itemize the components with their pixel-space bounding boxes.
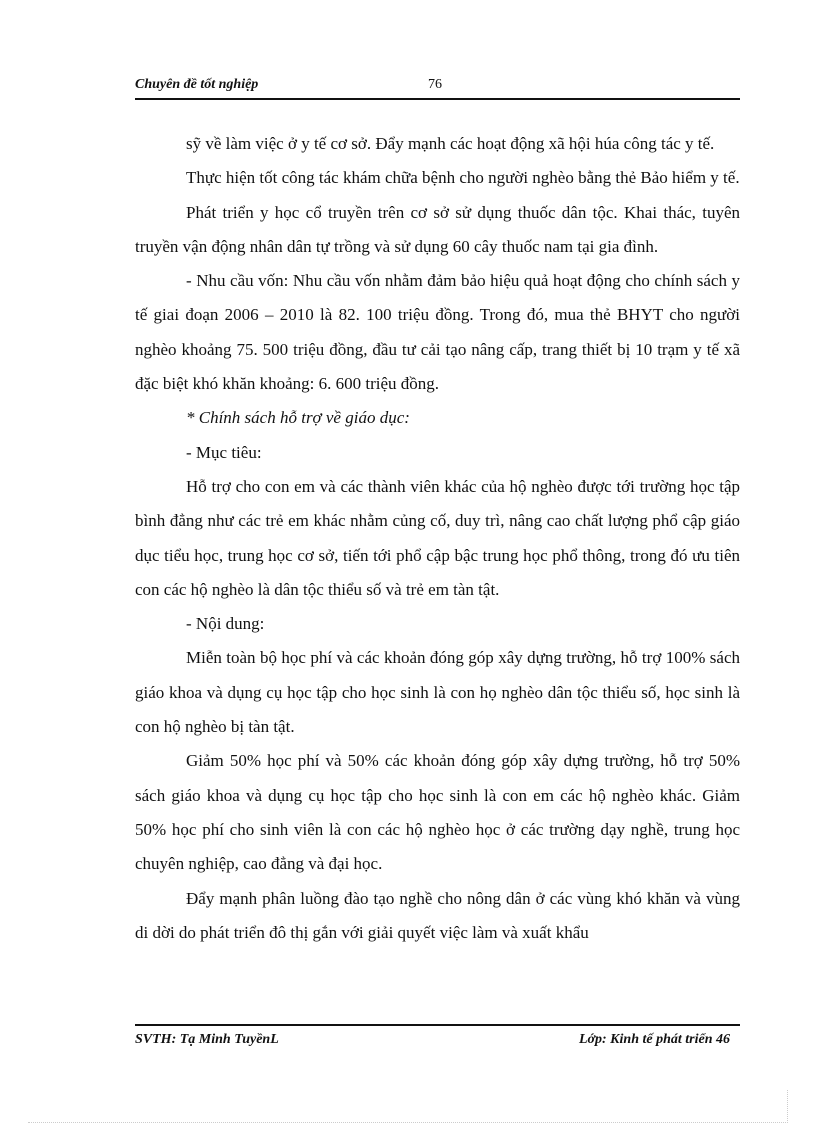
paragraph: Thực hiện tốt công tác khám chữa bệnh cho người nghèo bằng thẻ Bảo hiểm y tế.	[186, 168, 740, 188]
paragraph: Phát triển y học cổ truyền trên cơ sở sử dụng thuốc dân tộc. Khai thác, tuyên truyền vận động nhân dân tự trồng và sử dụng 60 cây thuốc nam tại gia đình.	[135, 202, 740, 256]
section-heading: * Chính sách hỗ trợ về giáo dục:	[186, 408, 410, 428]
paragraph: - Nhu cầu vốn: Nhu cầu vốn nhằm đảm bảo hiệu quả hoạt động cho chính sách y tế giai đoạn 2006 – 2010 là 82. 100 triệu đồng. Trong đó, mua thẻ BHYT cho người nghèo khoảng 75. 500 triệu đồng, đầu tư cải tạo nâng cấp, trang thiết bị 10 trạm y tế xã đặc biệt khó khăn khoảng: 6. 600 triệu đồng.	[135, 271, 740, 394]
page-footer	[135, 1024, 740, 1050]
body-text	[135, 127, 740, 950]
paragraph: Hỗ trợ cho con em và các thành viên khác của hộ nghèo được tới trường học tập bình đẳng như các trẻ em khác nhằm củng cố, duy trì, nâng cao chất lượng phổ cập giáo dục tiểu học, trung học cơ sở, tiến tới phổ cập bậc trung học phổ thông, trong đó ưu tiên con các hộ nghèo là dân tộc thiểu số và trẻ em tàn tật.	[135, 476, 740, 599]
paragraph: Đẩy mạnh phân luồng đào tạo nghề cho nông dân ở các vùng khó khăn và vùng di dời do phát triển đô thị gắn với giải quyết việc làm và xuất khẩu	[135, 888, 740, 942]
header-title: Chuyên đề tốt nghiệp	[135, 77, 259, 92]
footer-author: SVTH: Tạ Minh TuyềnL	[135, 1032, 279, 1047]
page-number: 76	[428, 77, 442, 92]
footer-class: Lớp: Kinh tế phát triển 46	[578, 1032, 730, 1047]
paragraph: sỹ về làm việc ở y tế cơ sở. Đẩy mạnh các hoạt động xã hội húa công tác y tế.	[186, 134, 715, 153]
subheading: - Mục tiêu:	[186, 442, 262, 462]
paragraph: Giảm 50% học phí và 50% các khoản đóng góp xây dựng trường, hỗ trợ 50% sách giáo khoa và dụng cụ học tập cho học sinh là con em các hộ nghèo khác. Giảm 50% học phí cho sinh viên là con các hộ nghèo học ở các trường dạy nghề, trung học chuyên nghiệp, cao đẳng và đại học.	[135, 751, 740, 874]
subheading: - Nội dung:	[186, 614, 265, 634]
page-header	[135, 76, 740, 100]
page-edge-divider-vertical	[787, 1090, 788, 1123]
paragraph: Miễn toàn bộ học phí và các khoản đóng góp xây dựng trường, hỗ trợ 100% sách giáo khoa và dụng cụ học tập cho học sinh là con họ nghèo dân tộc thiểu số, học sinh là con hộ nghèo bị tàn tật.	[135, 648, 740, 737]
